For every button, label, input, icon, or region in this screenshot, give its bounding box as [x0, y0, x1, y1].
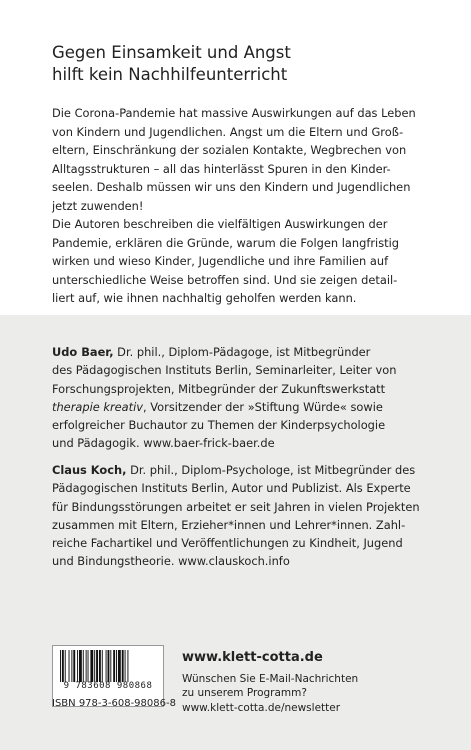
barcode-digits: 9 783608 980868 [63, 681, 153, 691]
barcode-bar [60, 650, 61, 682]
bio-line [52, 461, 447, 479]
bio-line: erfolgreicher Buchautor zu Themen der Kinderpsychologie [52, 418, 386, 433]
barcode-bar [71, 650, 72, 682]
publisher-info [182, 651, 452, 715]
barcode-bar [79, 650, 82, 682]
barcode-bar [110, 650, 111, 682]
bio-line: und Pädagogik. www.baer-frick-baer.de [52, 436, 275, 451]
barcode-bar [62, 650, 64, 682]
bio-line: und Bindungstheorie. www.clauskoch.info [52, 554, 290, 569]
barcode-bar [122, 650, 124, 682]
barcode-bar [113, 650, 115, 682]
author-bio-claus-koch [52, 461, 447, 571]
blurb-line: jetzt zuwenden! [52, 198, 144, 213]
newsletter-line: Wünschen Sie E-Mail-Nachrichten [182, 672, 359, 685]
headline-line-1: Gegen Einsamkeit und Angst [52, 43, 291, 62]
barcode-bar [118, 650, 121, 682]
bio-line: Pädagogischen Instituts Berlin, Autor und Publizist. Als Experte [52, 481, 411, 496]
blurb-line: wirken und wieso Kinder, Jugendliche und ihre Familien auf [52, 254, 389, 268]
bio-line: Forschungsprojekten, Mitbegründer der Zukunftswerkstatt [52, 381, 386, 396]
blurb-line: Die Autoren beschreiben die vielfältigen Auswirkungen der [52, 217, 388, 231]
isbn-label: ISBN 978-3-608-98086-8 [52, 698, 176, 709]
blurb-line: seelen. Deshalb müssen wir uns den Kindern und Jugendlichen [52, 180, 411, 194]
bio-line: für Bindungsstörungen arbeitet er seit Jahren in vielen Projekten [52, 499, 420, 514]
blurb-line: Die Corona-Pandemie hat massive Auswirkungen auf das Leben [52, 106, 416, 120]
barcode-bar [90, 650, 93, 682]
barcode-bar [86, 650, 87, 682]
bio-text: Dr. phil., Diplom-Psychologe, ist Mitbegründer des [126, 463, 416, 477]
blurb-line: unterschiedliche Weise betroffen sind. Und sie zeigen detail- [52, 272, 398, 287]
barcode-bar [96, 650, 98, 682]
author-bio-udo-baer [52, 343, 447, 453]
bio-text: Dr. phil., Diplom-Pädagoge, ist Mitbegründer [113, 345, 371, 359]
barcode-bar [77, 650, 78, 682]
author-name: Udo Baer, [52, 345, 114, 359]
barcode-bar [125, 650, 126, 682]
barcode-bar [116, 650, 117, 682]
headline [52, 42, 442, 86]
blurb-line: Pandemie, erklären die Gründe, warum die Folgen langfristig [52, 235, 400, 250]
barcode-bar [65, 650, 66, 682]
barcode-bar [69, 650, 70, 682]
barcode-bar [73, 650, 75, 682]
barcode-bar [99, 650, 101, 682]
headline-line-2: hilft kein Nachhilfeunterricht [52, 65, 288, 84]
bio-line [52, 398, 447, 416]
blurb-line: von Kindern und Jugendlichen. Angst um die Eltern und Groß- [52, 124, 404, 139]
bio-line: reiche Fachartikel und Veröffentlichungen zu Kindheit, Jugend [52, 536, 403, 551]
bio-line: zusammen mit Eltern, Erzieher*innen und Lehrer*innen. Zahl- [52, 517, 406, 532]
barcode-bar [127, 650, 128, 682]
italic-title: therapie kreativ [52, 399, 144, 414]
bio-line: des Pädagogischen Instituts Berlin, Seminarleiter, Leiter von [52, 363, 397, 378]
barcode-bar [83, 650, 84, 682]
barcode-bar [108, 650, 110, 682]
barcode-bar [88, 650, 89, 682]
barcode-bar [106, 650, 107, 682]
newsletter-url[interactable]: www.klett-cotta.de/newsletter [182, 701, 341, 714]
bio-line [52, 343, 447, 361]
publisher-url[interactable]: www.klett-cotta.de [182, 650, 323, 665]
blurb-text [52, 104, 444, 308]
bio-text: , Vorsitzender der »Stiftung Würde« sowie [143, 399, 383, 414]
barcode-bar [102, 650, 103, 682]
blurb-line: liert auf, wie ihnen nachhaltig geholfen werden kann. [52, 291, 357, 305]
newsletter-line: zu unserem Programm? [182, 687, 307, 699]
blurb-line: eltern, Einschränkung der sozialen Kontakte, Wegbrechen von [52, 143, 407, 157]
blurb-line: Alltagsstrukturen – all das hinterlässt Spuren in den Kinder- [52, 161, 391, 176]
barcode-bar [94, 650, 95, 682]
author-name: Claus Koch, [52, 463, 127, 477]
